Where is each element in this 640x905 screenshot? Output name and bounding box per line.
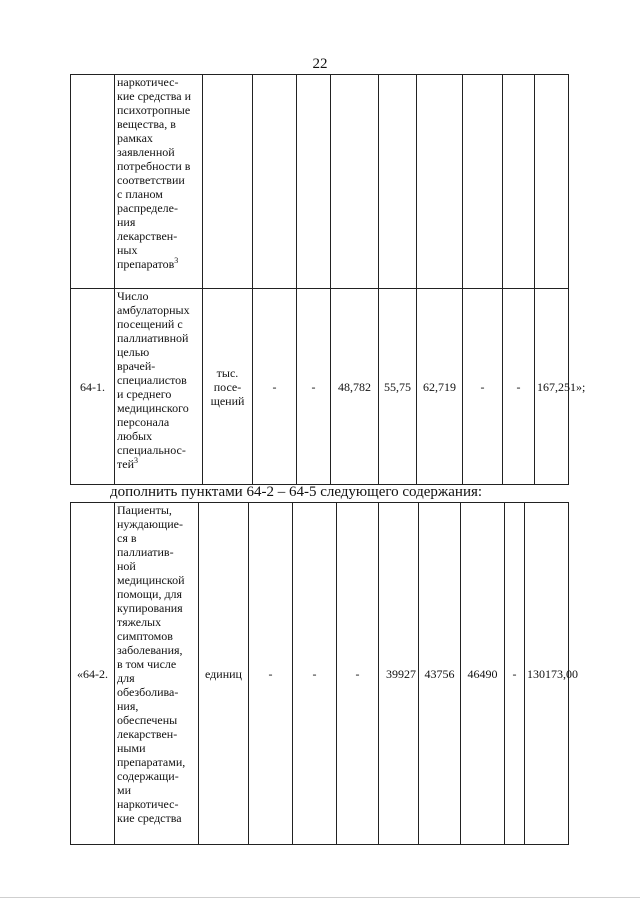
value-cell: - <box>503 289 535 485</box>
value-cell <box>463 75 503 289</box>
value-cell <box>417 75 463 289</box>
value-cell: 46490 <box>461 503 505 845</box>
indicator-name-cell: Пациенты, нуждающие- ся в паллиатив- ной медицинской помощи, для купирования тяжелых симптомов заболевания, в том числе для обезболива- ния, обеспечены лекарствен- ными препаратами, содержащи- ми наркотичес- кие средства <box>115 503 199 845</box>
value-cell <box>331 75 379 289</box>
table-row <box>71 289 569 485</box>
value-cell: 130173,00 <box>525 503 569 845</box>
value-cell: - <box>463 289 503 485</box>
value-cell: - <box>505 503 525 845</box>
value-cell <box>253 75 297 289</box>
value-cell: - <box>293 503 337 845</box>
value-cell: 167,251»; <box>535 289 569 485</box>
scan-edge-divider <box>0 897 640 898</box>
indicators-table-new-items <box>70 502 578 845</box>
table-row <box>71 75 569 289</box>
page-number: 22 <box>312 56 328 72</box>
unit-cell: тыс. посе- щений <box>203 289 253 485</box>
value-cell <box>535 75 569 289</box>
value-cell: - <box>249 503 293 845</box>
value-cell: 39927 <box>379 503 419 845</box>
value-cell: 43756 <box>419 503 461 845</box>
value-cell: - <box>297 289 331 485</box>
value-cell <box>379 75 417 289</box>
value-cell: 48,782 <box>331 289 379 485</box>
table-row <box>71 503 569 845</box>
value-cell <box>503 75 535 289</box>
row-number <box>71 75 115 289</box>
row-number: «64-2. <box>71 503 115 845</box>
value-cell: - <box>337 503 379 845</box>
value-cell: 55,75 <box>379 289 417 485</box>
row-number: 64-1. <box>71 289 115 485</box>
value-cell <box>297 75 331 289</box>
indicator-name-cell: наркотичес- кие средства и психотропные вещества, в рамках заявленной потребности в соответствии с планом распределе- ния лекарствен- ных препаратов$^3$ <box>115 75 203 289</box>
intro-text: дополнить пунктами 64-2 – 64-5 следующего содержания: <box>110 484 483 500</box>
unit-cell: единиц <box>199 503 249 845</box>
indicator-name-cell: Число амбулаторных посещений с паллиативной целью врачей- специалистов и среднего медицинского персонала любых специальнос- тей$^3$ <box>115 289 203 485</box>
value-cell: - <box>253 289 297 485</box>
unit-cell <box>203 75 253 289</box>
indicators-table-continuation <box>70 74 586 485</box>
value-cell: 62,719 <box>417 289 463 485</box>
